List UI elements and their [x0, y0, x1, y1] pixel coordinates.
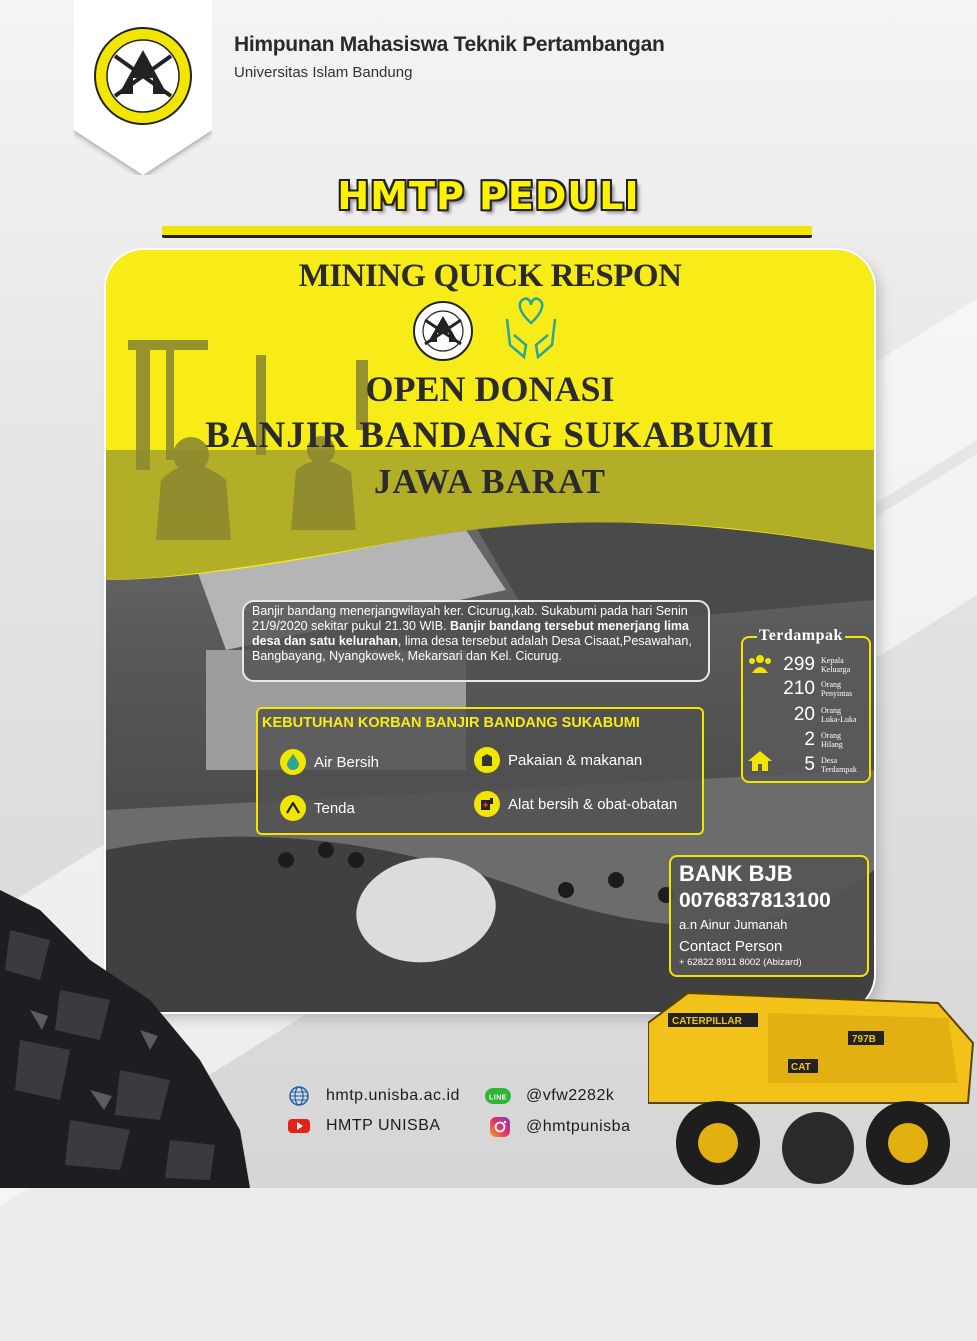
tent-icon [280, 795, 306, 821]
bank-box [669, 855, 869, 977]
people-icon [747, 654, 773, 674]
footer-line[interactable] [484, 1086, 614, 1106]
water-drop-icon [280, 749, 306, 775]
truck-model: 797B [852, 1034, 876, 1045]
hmtp-logo [95, 28, 191, 124]
needs-box [256, 707, 704, 835]
truck-brand: CATERPILLAR [672, 1016, 742, 1027]
footer-youtube[interactable] [286, 1116, 441, 1136]
line-text: @vfw2282k [526, 1087, 615, 1104]
house-icon [747, 750, 773, 772]
truck-badge: CAT [791, 1062, 811, 1073]
bank-account-number: 0076837813100 [679, 889, 831, 912]
affected-row [773, 678, 852, 700]
svg-text:LINE: LINE [489, 1094, 507, 1102]
need-item [474, 791, 677, 817]
contact-label: Contact Person [679, 938, 783, 955]
website-text: hmtp.unisba.ac.id [326, 1087, 460, 1104]
affected-label: Desa Terdampak [821, 756, 857, 774]
footer-website[interactable] [286, 1086, 460, 1106]
description-text: Banjir bandang menerjangwilayah ker. Cicurug,kab. Sukabumi pada hari Senin 21/9/2020 sekitar pukul 21.30 WIB. [252, 604, 688, 633]
affected-row [773, 704, 857, 726]
need-label: Tenda [314, 799, 355, 817]
medicine-icon [474, 791, 500, 817]
care-hands-icon [502, 295, 560, 361]
haul-truck-image [648, 983, 977, 1188]
affected-label: Orang Penyintas [821, 680, 853, 698]
affected-row [773, 654, 850, 676]
globe-icon [286, 1086, 312, 1106]
account-holder: a.n Ainur Jumanah [679, 917, 788, 932]
banner-title: HMTP PEDULI [337, 174, 640, 218]
org-name: Himpunan Mahasiswa Teknik Pertambangan [234, 33, 665, 56]
university-name: Universitas Islam Bandung [234, 64, 413, 81]
banner-underline [162, 226, 812, 238]
need-item [280, 749, 379, 775]
description-box [242, 600, 710, 682]
coal-rocks-image [0, 890, 250, 1188]
need-item [474, 747, 642, 773]
event-title: BANJIR BANDANG SUKABUMI [205, 415, 775, 456]
line-icon [484, 1086, 512, 1106]
affected-label: Kepala Keluarga [821, 656, 851, 674]
need-item [280, 795, 355, 821]
contact-phone: + 62822 8911 8002 (Abizard) [679, 957, 802, 968]
affected-label: Orang Luka-Luka [821, 706, 857, 724]
affected-count: 20 [793, 704, 815, 725]
affected-count: 299 [783, 654, 815, 675]
affected-title: Terdampak [759, 627, 843, 644]
open-donasi-title: OPEN DONASI [365, 369, 615, 409]
bank-name: BANK BJB [679, 861, 793, 886]
need-label: Pakaian & makanan [508, 751, 643, 769]
affected-label: Orang Hilang [821, 731, 843, 749]
clothes-food-icon [474, 747, 500, 773]
youtube-icon [286, 1116, 312, 1136]
need-label: Air Bersih [314, 753, 380, 771]
affected-count: 210 [783, 678, 815, 699]
footer-instagram[interactable] [488, 1116, 630, 1138]
hmtp-logo-small [408, 300, 478, 362]
need-label: Alat bersih & obat-obatan [508, 795, 678, 813]
affected-count: 5 [804, 754, 815, 775]
poster-headline: MINING QUICK RESPON [298, 258, 682, 294]
youtube-text: HMTP UNISBA [326, 1117, 441, 1134]
affected-row [773, 754, 857, 776]
region-title: JAWA BARAT [373, 462, 607, 501]
description-bold: Banjir bandang tersebut menerjang lima desa dan satu kelurahan [252, 619, 689, 648]
affected-row [773, 729, 843, 751]
logo-badge [74, 0, 212, 175]
affected-box [741, 627, 871, 783]
instagram-icon [488, 1116, 512, 1138]
instagram-text: @hmtpunisba [526, 1118, 631, 1135]
description-text-2: , lima desa tersebut adalah Desa Cisaat,Pesawahan, Bangbayang, Nyangkowek, Mekarsari dan Kel. Cicurug. [252, 634, 692, 663]
affected-count: 2 [804, 729, 815, 750]
needs-title: KEBUTUHAN KORBAN BANJIR BANDANG SUKABUMI [262, 715, 640, 731]
